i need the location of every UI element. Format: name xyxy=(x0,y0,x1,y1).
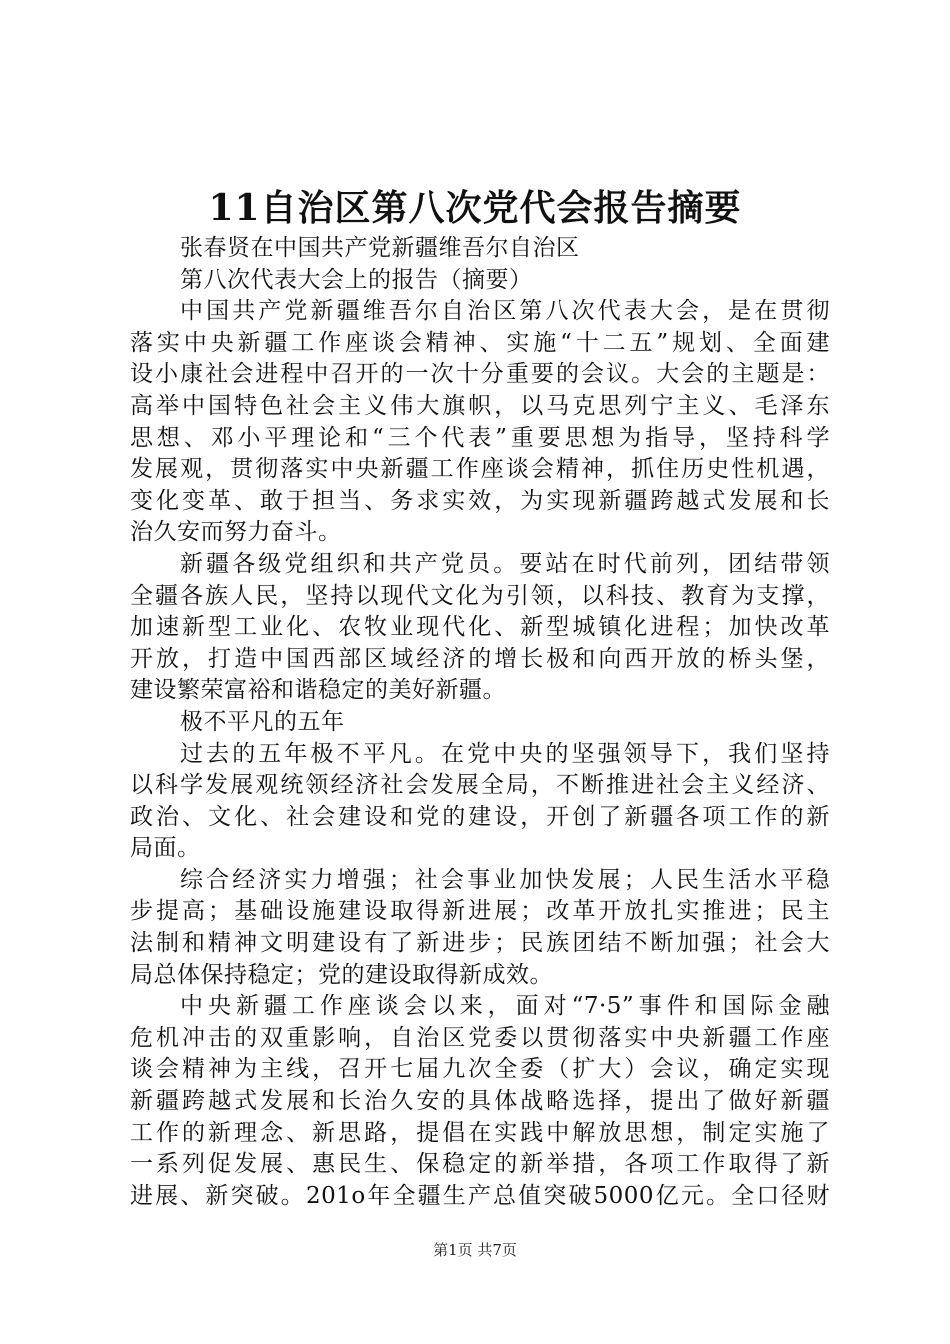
text-line: 变化变革、敢于担当、务求实效，为实现新疆跨越式发展和长 xyxy=(130,487,830,514)
text-line: 谈会精神为主线，召开七届九次全委（扩大）会议，确定实现 xyxy=(130,1056,830,1083)
text-line: 危机冲击的双重影响，自治区党委以贯彻落实中央新疆工作座 xyxy=(130,1024,830,1051)
text-line: 建设繁荣富裕和谐稳定的美好新疆。 xyxy=(130,677,506,704)
text-line: 中央新疆工作座谈会以来，面对“7·5”事件和国际金融 xyxy=(180,993,830,1020)
document-title: 11自治区第八次党代会报告摘要 xyxy=(208,187,742,229)
text-line: 全疆各族人民，坚持以现代文化为引领，以科技、教育为支撑， xyxy=(130,582,830,609)
text-line: 进展、新突破。201o年全疆生产总值突破5000亿元。全口径财 xyxy=(130,1182,830,1209)
text-line: 中国共产党新疆维吾尔自治区第八次代表大会，是在贯彻 xyxy=(180,298,830,325)
text-line: 综合经济实力增强；社会事业加快发展；人民生活水平稳 xyxy=(180,866,830,893)
text-line: 法制和精神文明建设有了新进步；民族团结不断加强；社会大 xyxy=(130,930,830,957)
text-line: 以科学发展观统领经济社会发展全局，不断推进社会主义经济、 xyxy=(130,772,830,799)
text-line: 局面。 xyxy=(130,835,201,862)
text-line: 新疆各级党组织和共产党员。要站在时代前列，团结带领 xyxy=(180,550,830,577)
text-line: 第八次代表大会上的报告（摘要） xyxy=(180,266,533,293)
text-line: 一系列促发展、惠民生、保稳定的新举措，各项工作取得了新 xyxy=(130,1151,830,1178)
text-line: 加速新型工业化、农牧业现代化、新型城镇化进程；加快改革 xyxy=(130,614,830,641)
text-line: 政治、文化、社会建设和党的建设，开创了新疆各项工作的新 xyxy=(130,803,830,830)
text-line: 思想、邓小平理论和“三个代表”重要思想为指导，坚持科学 xyxy=(130,424,830,451)
text-line: 开放，打造中国西部区域经济的增长极和向西开放的桥头堡， xyxy=(130,645,830,672)
text-line: 步提高；基础设施建设取得新进展；改革开放扎实推进；民主 xyxy=(130,898,830,925)
text-line: 治久安而努力奋斗。 xyxy=(130,519,342,546)
text-line: 高举中国特色社会主义伟大旗帜，以马克思列宁主义、毛泽东 xyxy=(130,392,830,419)
text-line: 过去的五年极不平凡。在党中央的坚强领导下，我们坚持 xyxy=(180,740,830,767)
text-line: 张春贤在中国共产党新疆维吾尔自治区 xyxy=(180,235,580,261)
document-body xyxy=(130,233,830,1212)
text-line: 设小康社会进程中召开的一次十分重要的会议。大会的主题是： xyxy=(130,361,830,388)
text-line: 工作的新理念、新思路，提倡在实践中解放思想，制定实施了 xyxy=(130,1119,830,1146)
text-line: 落实中央新疆工作座谈会精神、实施“十二五”规划、全面建 xyxy=(130,329,830,356)
section-heading: 极不平凡的五年 xyxy=(180,708,345,735)
text-line: 发展观，贯彻落实中央新疆工作座谈会精神，抓住历史性机遇， xyxy=(130,456,830,483)
text-line: 局总体保持稳定；党的建设取得新成效。 xyxy=(130,961,553,988)
text-line: 新疆跨越式发展和长治久安的具体战略选择，提出了做好新疆 xyxy=(130,1088,830,1115)
page-footer: 第1页 共7页 xyxy=(433,1241,517,1259)
